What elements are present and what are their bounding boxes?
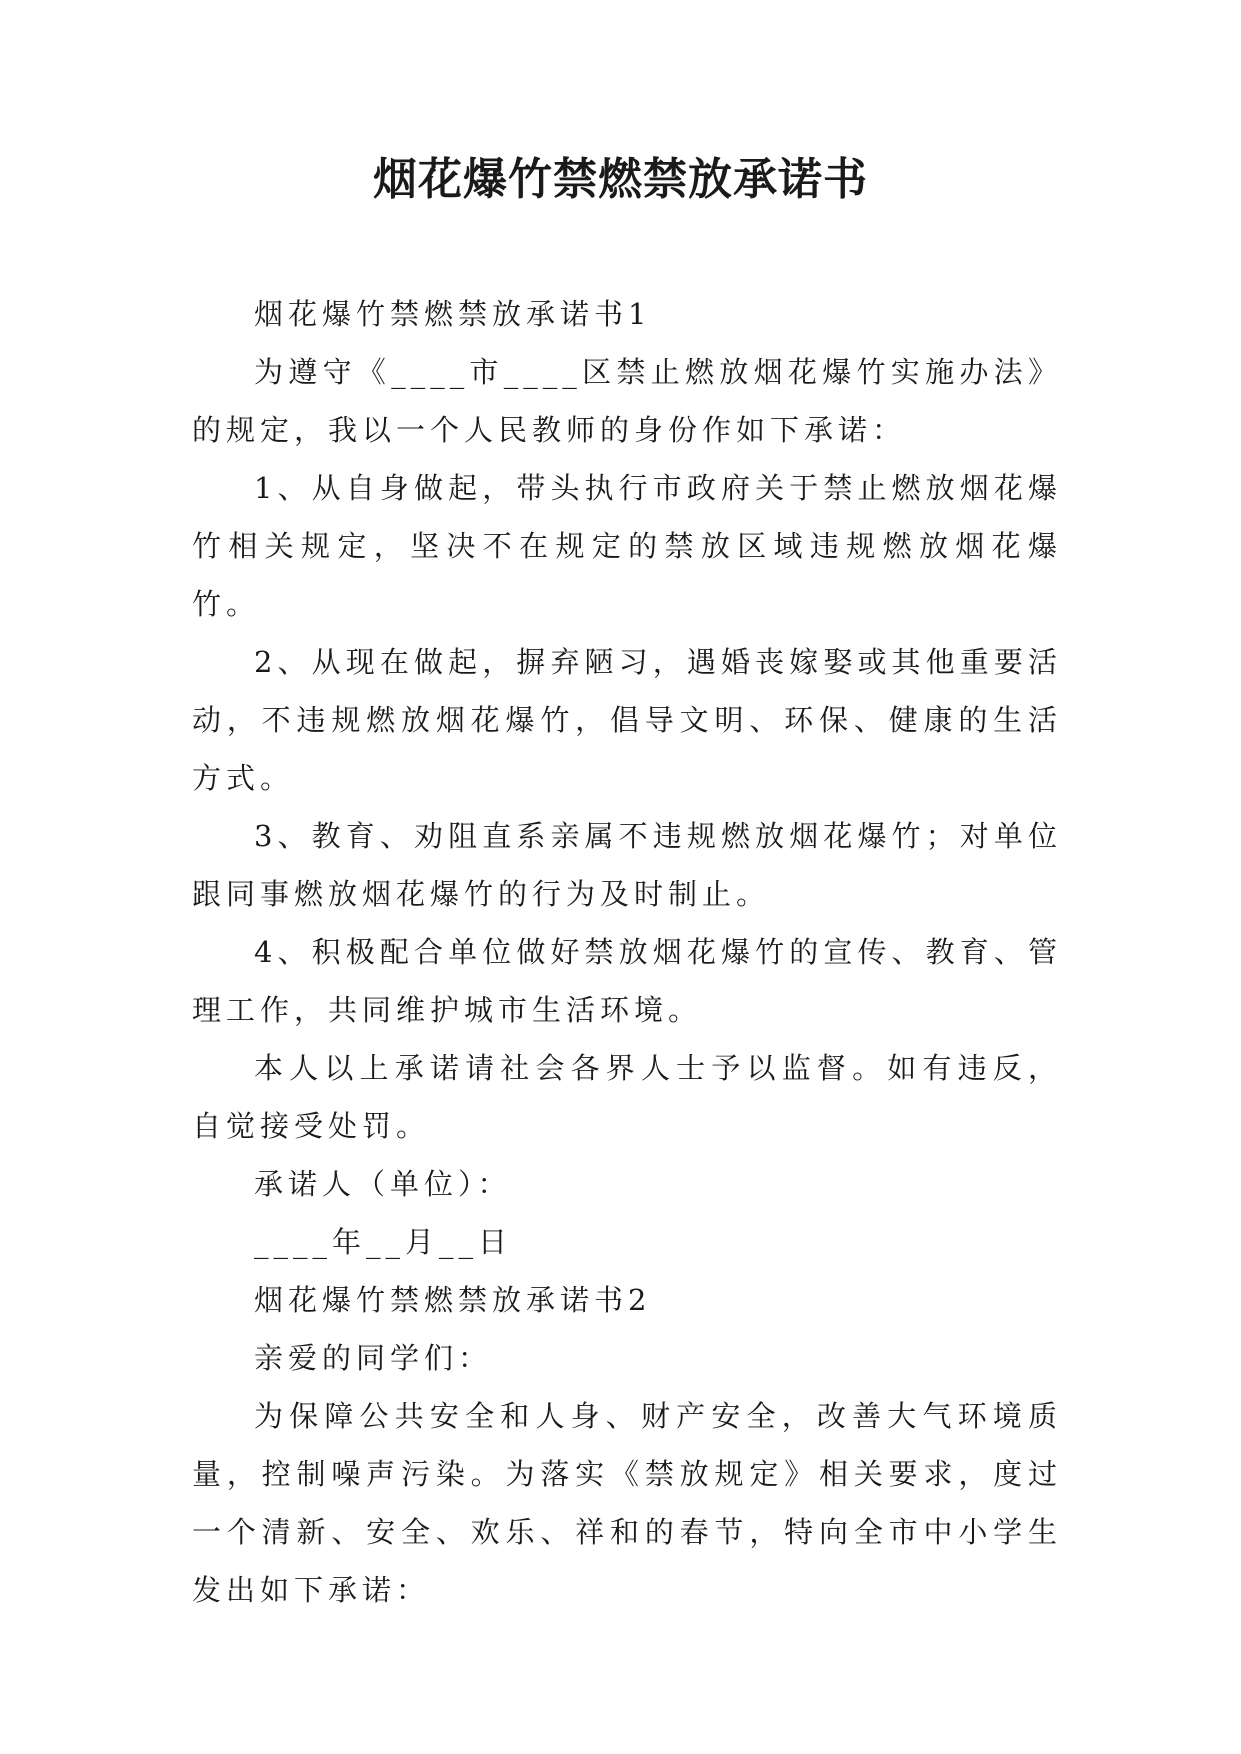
commitment-item-3: 3、教育、劝阻直系亲属不违规燃放烟花爆竹；对单位跟同事燃放烟花爆竹的行为及时制止。 xyxy=(192,819,1062,911)
commitment-item-2: 2、从现在做起，摒弃陋习，遇婚丧嫁娶或其他重要活动，不违规燃放烟花爆竹，倡导文明、环保、健康的生活方式。 xyxy=(192,645,1062,795)
commitment-item-1: 1、从自身做起，带头执行市政府关于禁止燃放烟花爆竹相关规定，坚决不在规定的禁放区域违规燃放烟花爆竹。 xyxy=(192,471,1062,621)
date-line: ____年__月__日 xyxy=(254,1225,513,1259)
supervision-paragraph: 本人以上承诺请社会各界人士予以监督。如有违反，自觉接受处罚。 xyxy=(192,1051,1062,1143)
document-body xyxy=(192,285,1062,1619)
salutation: 亲爱的同学们： xyxy=(254,1341,493,1375)
section-heading-2: 烟花爆竹禁燃禁放承诺书2 xyxy=(254,1283,652,1317)
section-heading-1: 烟花爆竹禁燃禁放承诺书1 xyxy=(254,297,652,331)
signatory-line: 承诺人（单位）： xyxy=(254,1167,512,1201)
intro-paragraph: 为遵守《____市____区禁止燃放烟花爆竹实施办法》的规定，我以一个人民教师的身份作如下承诺： xyxy=(192,355,1062,447)
commitment-item-4: 4、积极配合单位做好禁放烟花爆竹的宣传、教育、管理工作，共同维护城市生活环境。 xyxy=(192,935,1062,1027)
student-commitment-intro: 为保障公共安全和人身、财产安全，改善大气环境质量，控制噪声污染。为落实《禁放规定》相关要求，度过一个清新、安全、欢乐、祥和的春节，特向全市中小学生发出如下承诺： xyxy=(192,1399,1062,1607)
document-title: 烟花爆竹禁燃禁放承诺书 xyxy=(373,154,868,205)
